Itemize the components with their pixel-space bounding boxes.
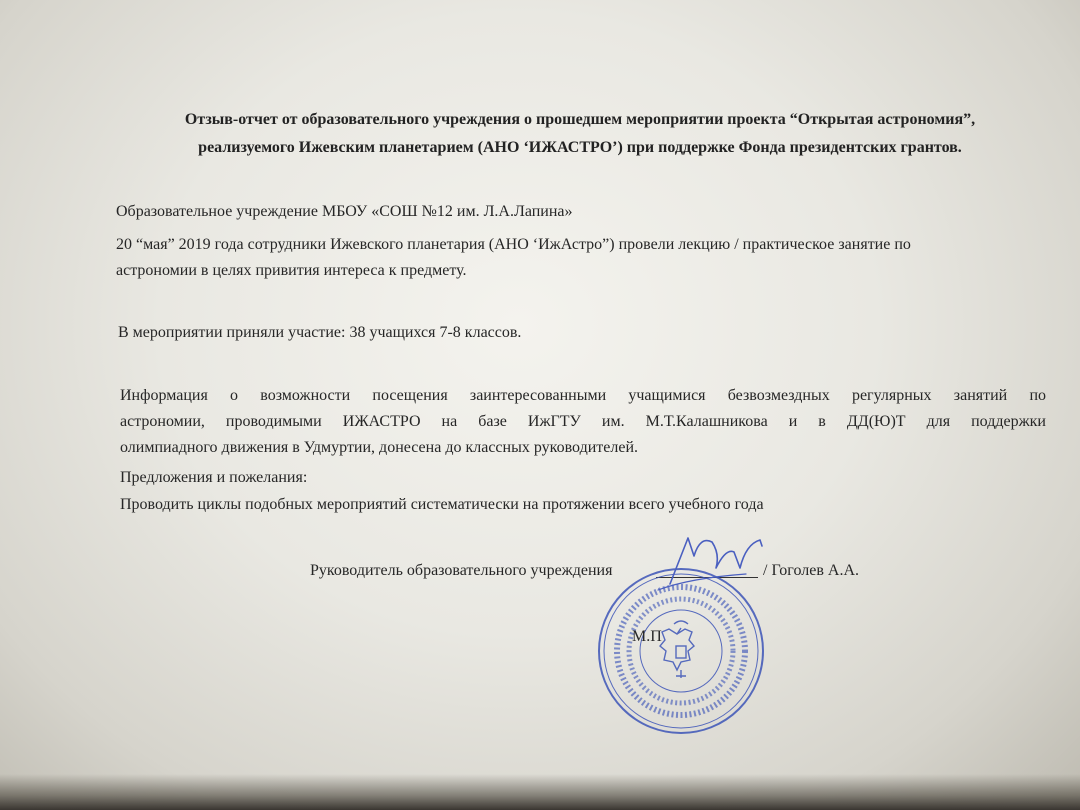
info-line-2: астрономии, проводимыми ИЖАСТРО на базе ИжГТУ им. М.Т.Калашникова и в ДД(Ю)Т для поддержки [120,413,1046,430]
info-line-1: Информация о возможности посещения заинтересованными учащимися безвозмездных регулярных занятий по [120,387,1046,404]
institution-line: Образовательное учреждение МБОУ «СОШ №12 им. Л.А.Лапина» [116,203,573,220]
suggestions-heading: Предложения и пожелания: [120,469,308,486]
signatory-name: / Гоголев А.А. [763,562,859,579]
event-line-1: 20 “мая” 2019 года сотрудники Ижевского планетария (АНО ‘ИжАстро”) провели лекцию / практическое занятие по [116,236,911,253]
stamp-mark-label: М.П [632,628,662,645]
title-line-2: реализуемого Ижевским планетарием (АНО ‘ИЖАСТРО’) при поддержке Фонда президентских грантов. [198,139,962,156]
document-title [100,106,1060,162]
coat-of-arms-icon [660,621,694,678]
signature-label: Руководитель образовательного учреждения [310,562,613,579]
info-paragraph [120,383,1046,461]
participants-line: В мероприятии приняли участие: 38 учащихся 7-8 классов. [118,324,522,341]
suggestions-text: Проводить циклы подобных мероприятий систематически на протяжении всего учебного года [120,496,764,513]
event-line-2: астрономии в целях привития интереса к предмету. [116,262,467,279]
page-edge-shadow [0,774,1080,810]
event-paragraph [116,232,1048,284]
title-line-1: Отзыв-отчет от образовательного учреждения о прошедшем мероприятии проекта “Открытая астрономия”, [184,111,976,128]
info-line-3: олимпиадного движения в Удмуртии, донесена до классных руководителей. [120,439,639,456]
signature [650,528,780,598]
